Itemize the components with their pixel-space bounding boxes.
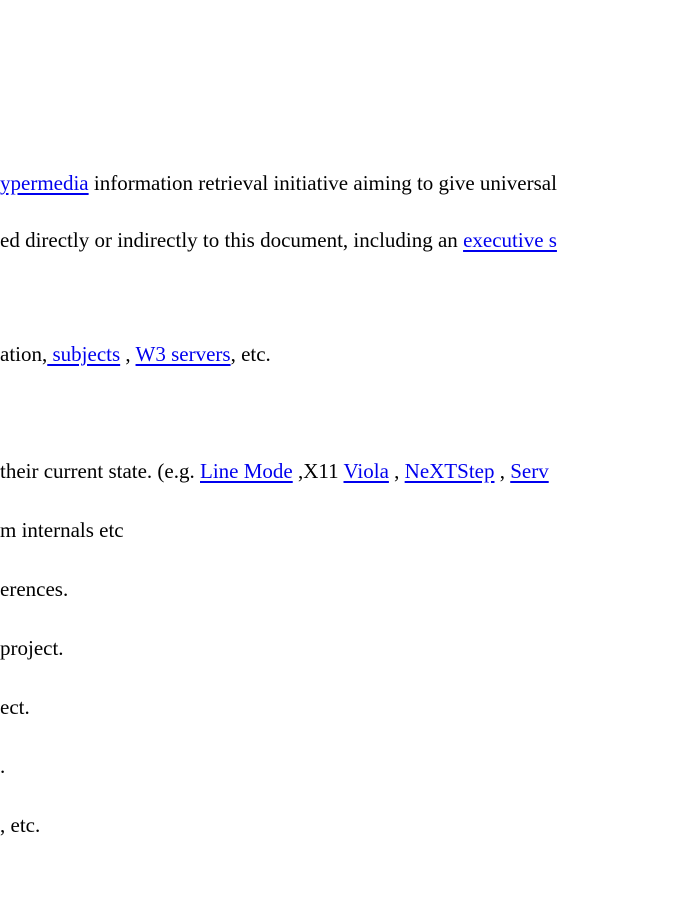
references-text: erences. xyxy=(0,577,69,601)
separator-text: , xyxy=(494,459,511,483)
help-line xyxy=(0,812,40,838)
w3-servers-link[interactable]: W3 servers xyxy=(135,342,231,366)
subjects-link[interactable]: subjects xyxy=(47,342,121,366)
technical-line xyxy=(0,517,124,543)
executive-summary-link[interactable]: executive s xyxy=(463,228,557,252)
hypermedia-link[interactable]: ypermedia xyxy=(0,171,89,195)
separator-text: ,X11 xyxy=(292,459,344,483)
help-text: , etc. xyxy=(0,813,41,837)
separator-text: , xyxy=(120,342,136,366)
project-line xyxy=(0,635,64,661)
servers-link[interactable]: Serv xyxy=(510,459,549,483)
history-text: . xyxy=(0,754,6,778)
bibliography-line xyxy=(0,341,271,367)
nextstep-link[interactable]: NeXTStep xyxy=(404,459,495,483)
project-text: project. xyxy=(0,636,64,660)
history-line xyxy=(0,753,5,779)
references-line xyxy=(0,576,68,602)
software-text: their current state. (e.g. xyxy=(0,459,200,483)
technical-text: m internals etc xyxy=(0,518,124,542)
bibliography-text: ation, xyxy=(0,342,48,366)
intro-line xyxy=(0,170,557,196)
line-mode-link[interactable]: Line Mode xyxy=(200,459,293,483)
etc-text: , etc. xyxy=(230,342,271,366)
summary-line xyxy=(0,227,557,253)
people-line xyxy=(0,694,30,720)
viola-link[interactable]: Viola xyxy=(343,459,389,483)
separator-text: , xyxy=(388,459,405,483)
software-products-line xyxy=(0,458,549,484)
people-text: ect. xyxy=(0,695,30,719)
intro-text: information retrieval initiative aiming to give universal xyxy=(88,171,557,195)
summary-text: ed directly or indirectly to this document, including an xyxy=(0,228,464,252)
